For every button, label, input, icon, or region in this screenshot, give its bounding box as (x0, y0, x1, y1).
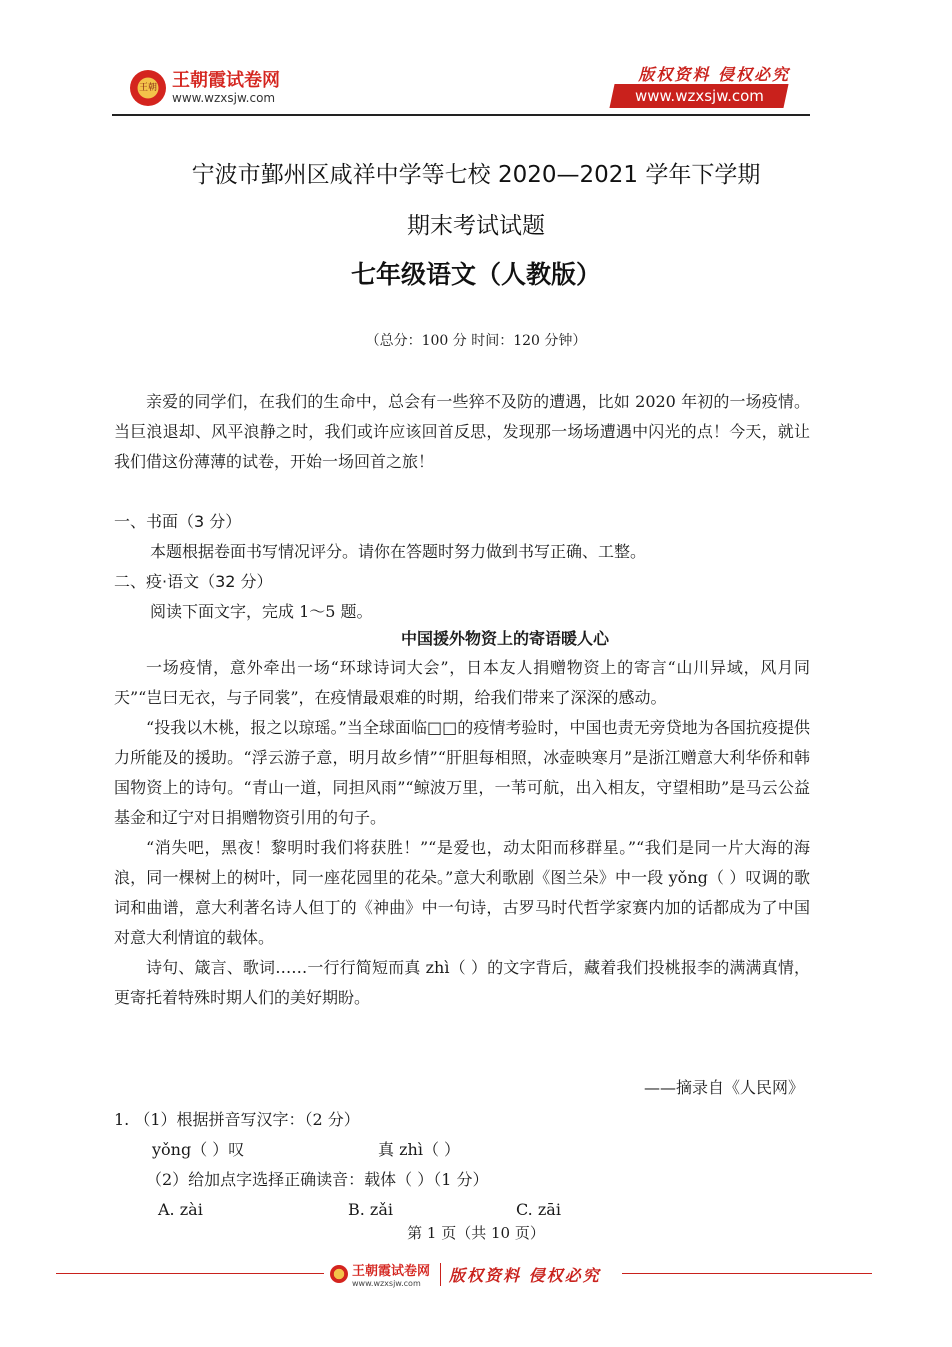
header-logo (130, 66, 280, 110)
exam-meta: （总分：100 分 时间：120 分钟） (365, 333, 587, 349)
article-paragraph: “消失吧，黑夜！黎明时我们将获胜！”“是爱也，动太阳而移群星。”“我们是同一片大海的海浪，同一棵树上的树叶，同一座花园里的花朵。”意大利歌剧《图兰朵》中一段 yǒng（ ）叹调的歌词和曲谱，意大利著名诗人但丁的《神曲》中一句诗，古罗马时代哲学家赛内加的话都成为了中国对意大利情谊的载体。 (114, 838, 810, 947)
question1-blank1: yǒng（ ）叹 (152, 1140, 245, 1159)
header-url-banner: www.wzxsjw.com (609, 84, 788, 108)
header-slogan: 版权资料 侵权必究 (638, 65, 790, 84)
article-title: 中国援外物资上的寄语暖人心 (400, 629, 609, 648)
article-paragraph: 一场疫情，意外牵出一场“环球诗词大会”，日本友人捐赠物资上的寄言“山川异域，风月同天”“岂曰无衣，与子同裳”，在疫情最艰难的时期，给我们带来了深深的感动。 (114, 658, 810, 707)
question1-blank2: 真 zhì（ ） (378, 1140, 461, 1159)
option-c: C. zāi (516, 1200, 561, 1219)
footer-logo (330, 1261, 601, 1287)
logo-brand: 王朝霞试卷网 (172, 70, 280, 91)
footer-emblem-icon (330, 1265, 348, 1283)
section1-heading: 一、书面（3 分） (114, 512, 242, 531)
footer-divider-left (56, 1273, 324, 1274)
logo-emblem-icon: 王朝 (130, 70, 166, 106)
logo-url: www.wzxsjw.com (172, 91, 276, 105)
section1-text: 本题根据卷面书写情况评分。请你在答题时努力做到书写正确、工整。 (150, 542, 647, 561)
logo-text (172, 71, 280, 105)
footer-divider-right (622, 1273, 872, 1274)
footer-slogan: 版权资料 侵权必究 (440, 1263, 601, 1286)
option-a: A. zài (158, 1200, 203, 1219)
option-b: B. zǎi (348, 1200, 394, 1219)
section2-instruction: 阅读下面文字，完成 1～5 题。 (150, 602, 373, 621)
exam-grade-subject: 七年级语文（人教版） (350, 260, 601, 289)
article-paragraph: 诗句、箴言、歌词……一行行简短而真 zhì（ ）的文字背后，藏着我们投桃报李的满满真情，更寄托着特殊时期人们的美好期盼。 (114, 958, 810, 1007)
article-source: ——摘录自《人民网》 (643, 1078, 804, 1097)
page-number: 第 1 页（共 10 页） (407, 1224, 545, 1242)
exam-title: 宁波市鄞州区咸祥中学等七校 2020—2021 学年下学期 (191, 162, 761, 188)
section2-heading: 二、疫·语文（32 分） (114, 572, 273, 591)
question1-part2: （2）给加点字选择正确读音：载体（ ）（1 分） (146, 1170, 489, 1189)
exam-subtitle: 期末考试试题 (407, 213, 545, 239)
article-body (114, 653, 810, 1013)
header-divider (112, 114, 810, 116)
question1-stem: 1. （1）根据拼音写汉字：（2 分） (114, 1110, 360, 1129)
article-paragraph: “投我以木桃，报之以琼瑶。”当全球面临□□的疫情考验时，中国也责无旁贷地为各国抗疫提供力所能及的援助。“浮云游子意，明月故乡情”“肝胆每相照，冰壶映寒月”是浙江赠意大利华侨和韩国物资上的诗句。“青山一道，同担风雨”“鲸波万里，一苇可航，出入相友，守望相助”是马云公益基金和辽宁对日捐赠物资引用的句子。 (114, 718, 810, 827)
intro-paragraph: 亲爱的同学们，在我们的生命中，总会有一些猝不及防的遭遇，比如 2020 年初的一场疫情。当巨浪退却、风平浪静之时，我们或许应该回首反思，发现那一场场遭遇中闪光的点！今天，就让我们借这份薄薄的试卷，开始一场回首之旅！ (114, 392, 810, 471)
footer-brand: 王朝霞试卷网 (352, 1264, 431, 1279)
footer-url: www.wzxsjw.com (352, 1279, 421, 1288)
footer-brand-block (352, 1260, 430, 1288)
